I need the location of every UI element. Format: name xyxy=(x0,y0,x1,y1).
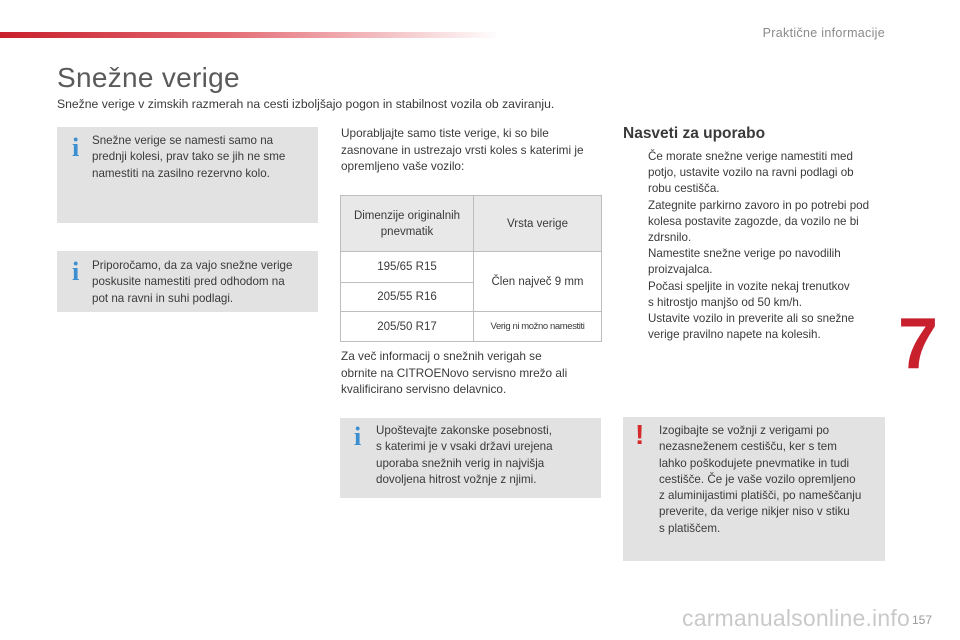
chapter-number: 7 xyxy=(898,304,939,384)
info-box-text: Snežne verige se namesti samo na prednji kolesi, prav tako se jih ne sme namestiti na zasilno rezervno kolo. xyxy=(92,134,286,180)
table-cell-chain: Člen največ 9 mm xyxy=(474,252,602,312)
tips-title: Nasveti za uporabo xyxy=(623,125,766,142)
table-cell-chain: Verig ni možno namestiti xyxy=(474,312,602,342)
warning-icon: ! xyxy=(635,419,645,450)
table-row xyxy=(341,252,602,283)
info-box-practice xyxy=(57,251,318,312)
list-item: Zategnite parkirno zavoro in po potrebi pod kolesa postavite zagozde, da vozilo ne bi zdrsnilo. xyxy=(648,198,870,245)
info-icon: i xyxy=(72,257,80,286)
more-info-text: Za več informacij o snežnih verigah se obrnite na CITROENovo servisno mrežo ali kvalificirano servisno delavnico. xyxy=(341,349,568,396)
header-accent-bar xyxy=(0,32,500,38)
table-header-row xyxy=(341,196,602,252)
info-icon: i xyxy=(72,133,80,162)
table-header-dimensions: Dimenzije originalnih pnevmatik xyxy=(341,196,474,252)
list-item: Ustavite vozilo in preverite ali so snežne verige pravilno napete na kolesih. xyxy=(648,312,855,342)
list-item: Počasi speljite in vozite nekaj trenutkov s hitrostjo manjšo od 50 km/h. xyxy=(648,279,850,309)
info-box-text: Upoštevajte zakonske posebnosti, s katerimi je v vsaki državi urejena uporaba snežnih verig in najvišja dovoljena hitrost vožnje z njimi. xyxy=(376,424,553,486)
intro-text: Snežne verige v zimskih razmerah na cesti izboljšajo pogon in stabilnost vozila ob zaviranju. xyxy=(57,97,555,111)
info-icon: i xyxy=(354,422,362,451)
table-cell-size: 205/55 R16 xyxy=(341,283,474,312)
page-number: 157 xyxy=(912,613,933,627)
section-header: Praktične informacije xyxy=(762,26,885,40)
table-cell-size: 205/50 R17 xyxy=(341,312,474,342)
tire-chain-table xyxy=(340,195,602,342)
watermark: carmanualsonline.info xyxy=(682,605,910,631)
tips-list xyxy=(623,149,888,343)
list-item: Namestite snežne verige po navodilih proizvajalca. xyxy=(648,247,841,277)
chains-usage-text: Uporabljajte samo tiste verige, ki so bile zasnovane in ustrezajo vrsti koles s katerimi je opremljeno vaše vozilo: xyxy=(341,126,584,173)
page-title: Snežne verige xyxy=(57,62,240,93)
table-cell-size: 195/65 R15 xyxy=(341,252,474,283)
warning-box xyxy=(623,417,885,561)
list-item: Če morate snežne verige namestiti med potjo, ustavite vozilo na ravni podlagi ob robu cestišča. xyxy=(648,150,854,196)
info-box-front-wheels xyxy=(57,127,318,223)
info-box-legal xyxy=(340,418,601,498)
table-row xyxy=(341,312,602,342)
info-box-text: Priporočamo, da za vajo snežne verige poskusite namestiti pred odhodom na pot na ravni in suhi podlagi. xyxy=(92,259,293,305)
table-header-chain-type: Vrsta verige xyxy=(474,196,602,252)
warning-box-text: Izogibajte se vožnji z verigami po nezasneženem cestišču, ker s tem lahko poškodujete pnevmatike in tudi cestišče. Če je vaše vozilo opremljeno z aluminijastimi platišči, po nameščanju preverite, da verige nikjer niso v stiku s platiščem. xyxy=(659,424,862,535)
